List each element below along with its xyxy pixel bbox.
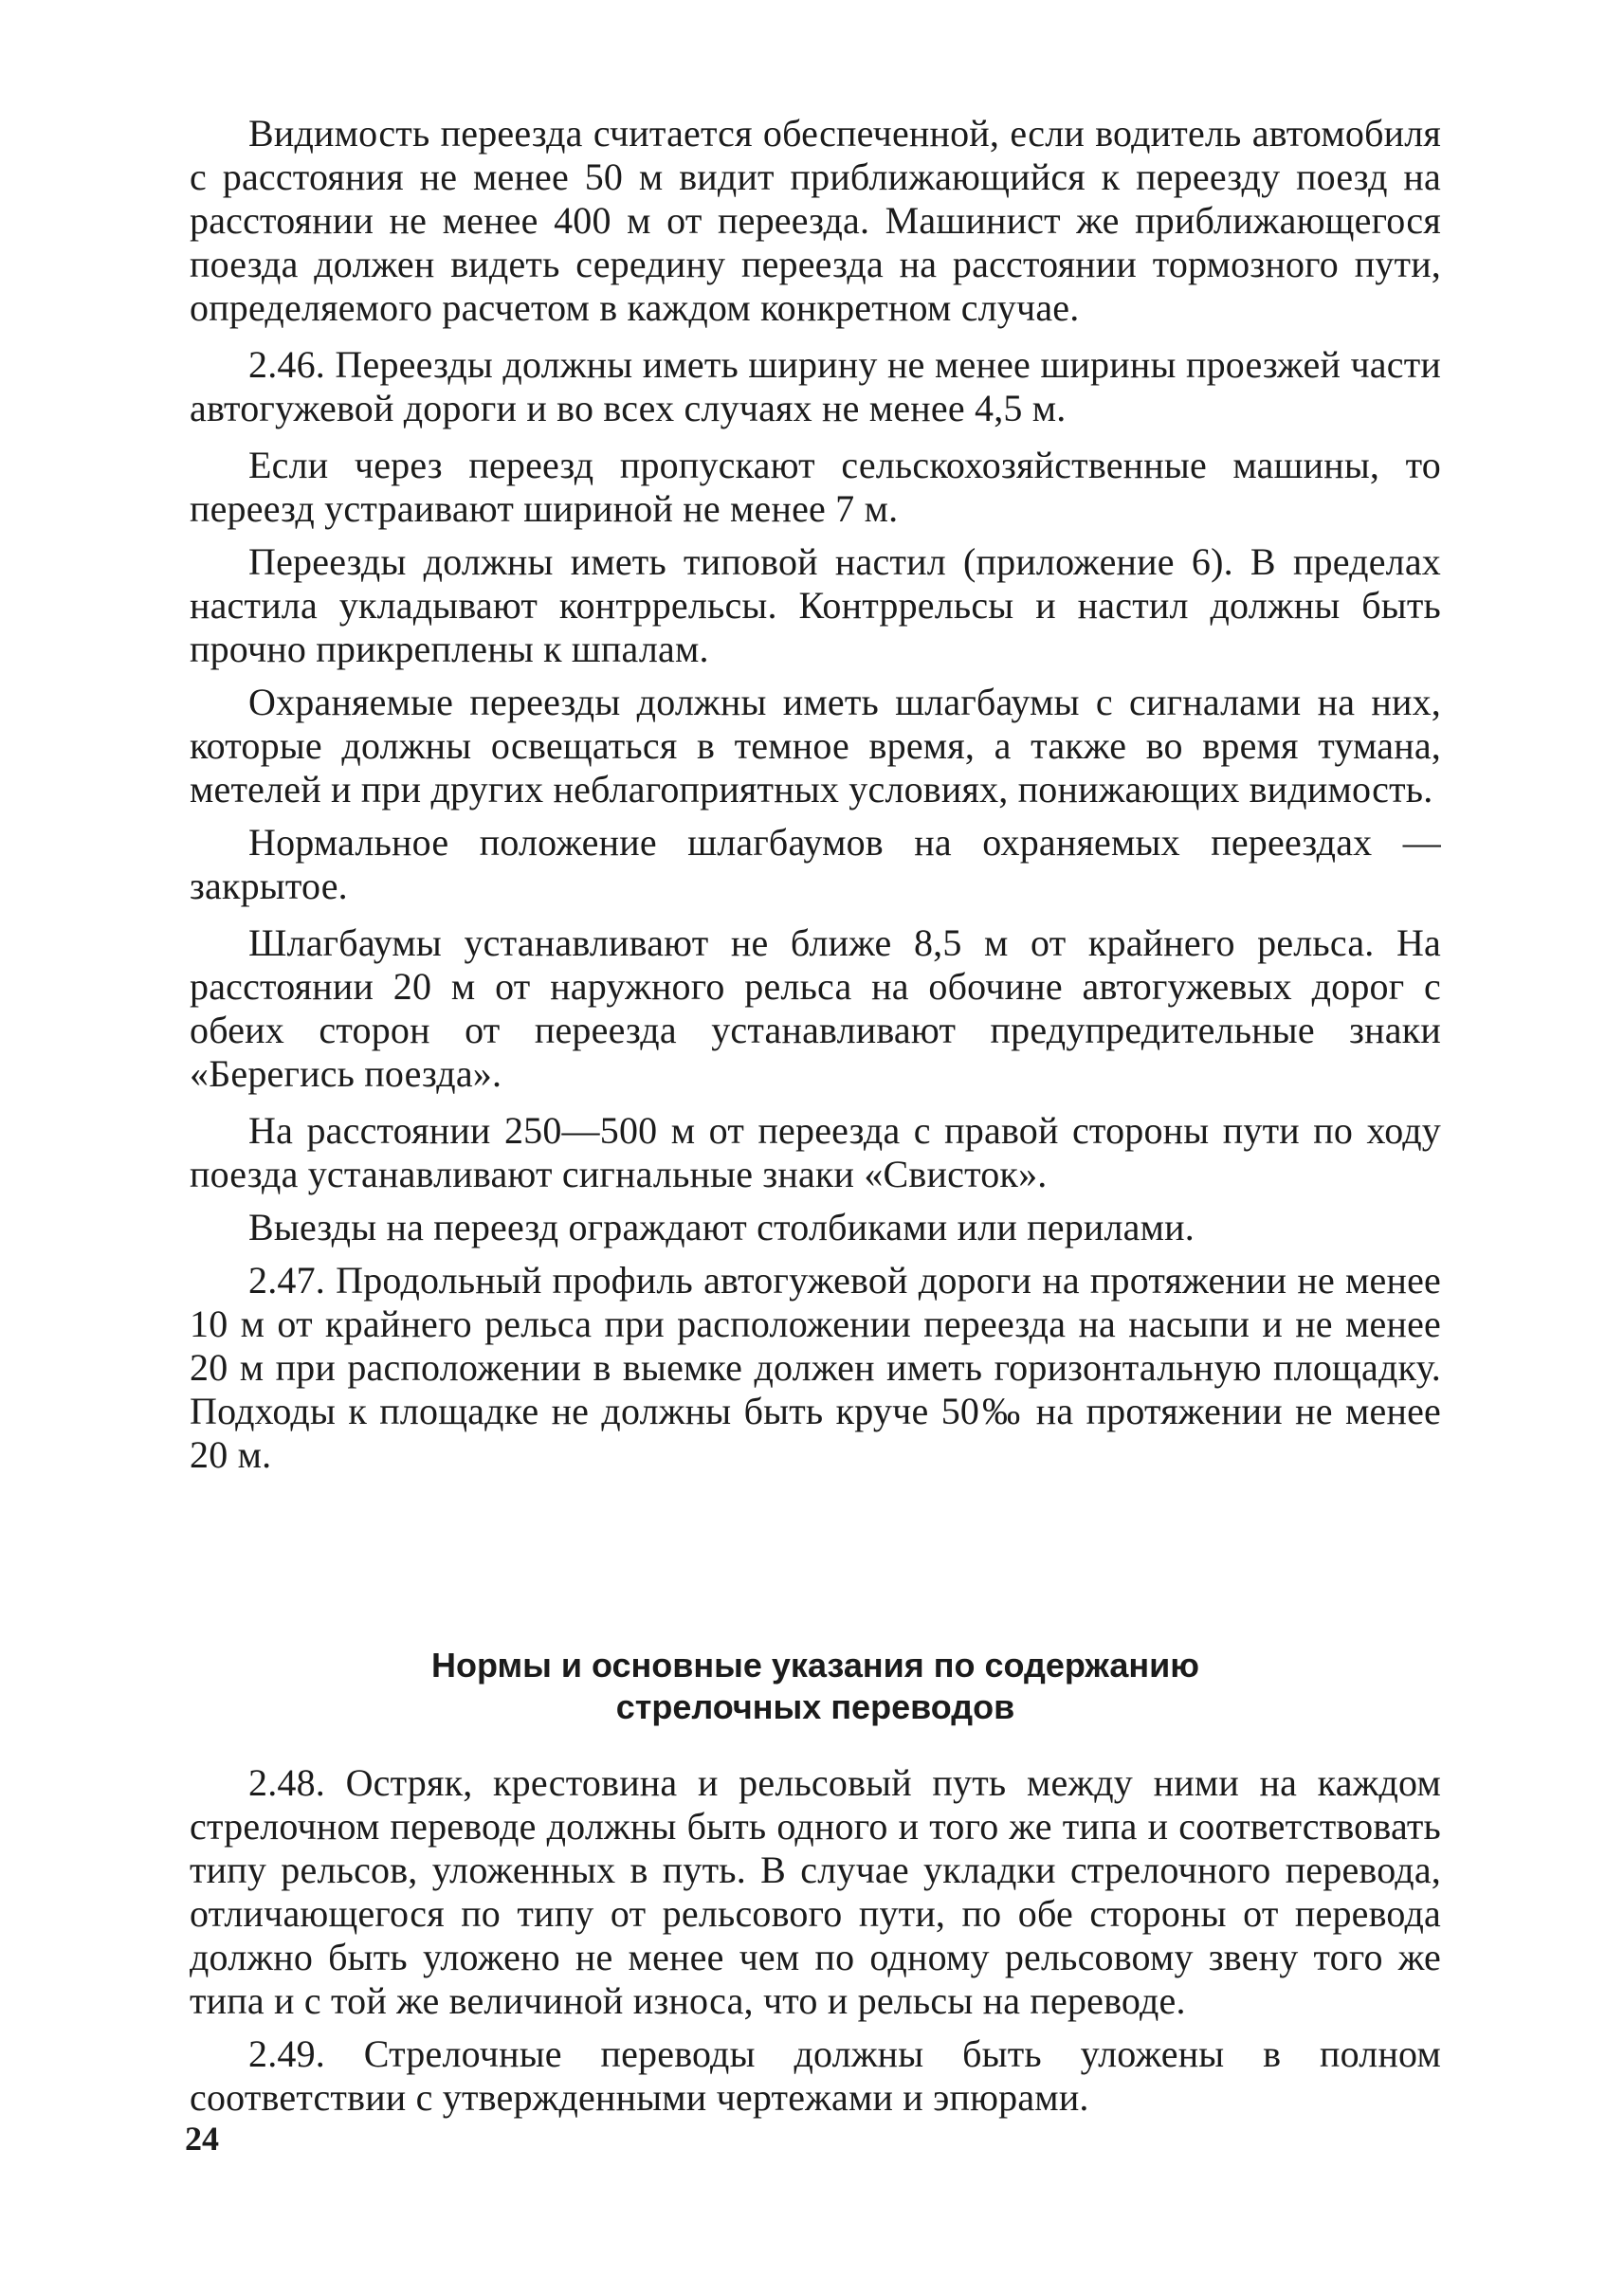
paragraph-2-47: 2.47. Продольный профиль автогужевой дороги на протяжении не менее 10 м от крайнего рельса при расположении переезда на насыпи и не менее 20 м при расположении в выемке должен иметь горизонтальную площадку. Подходы к площадке не должны быть круче 50‰ на протяжении не менее 20 м. bbox=[190, 1259, 1441, 1476]
paragraph-agricultural-machines: Если через переезд пропускают сельскохозяйственные машины, то переезд устраивают шириной не менее 7 м. bbox=[190, 444, 1441, 530]
paragraph-2-48: 2.48. Остряк, крестовина и рельсовый путь между ними на каждом стрелочном переводе должны быть одного и того же типа и соответствовать типу рельсов, уложенных в путь. В случае укладки стрелочного перевода, отличающегося по типу от рельсового пути, по обе стороны от перевода должно быть уложено не менее чем по одному рельсовому звену того же типа и с той же величиной износа, что и рельсы на переводе. bbox=[190, 1761, 1441, 2022]
paragraph-barrier-position: Нормальное положение шлагбаумов на охраняемых переездах — закрытое. bbox=[190, 821, 1441, 907]
paragraph-2-49: 2.49. Стрелочные переводы должны быть уложены в полном соответствии с утвержденными чертежами и эпюрами. bbox=[190, 2032, 1441, 2119]
paragraph-crossing-deck: Переезды должны иметь типовой настил (приложение 6). В пределах настила укладывают контррельсы. Контррельсы и настил должны быть прочно прикреплены к шпалам. bbox=[190, 540, 1441, 670]
paragraph-whistle-signs: На расстоянии 250—500 м от переезда с правой стороны пути по ходу поезда устанавливают сигнальные знаки «Свисток». bbox=[190, 1109, 1441, 1195]
paragraph-visibility: Видимость переезда считается обеспеченной, если водитель автомобиля с расстояния не менее 50 м видит приближающийся к переезду поезд на расстоянии не менее 400 м от переезда. Машинист же приближающегося поезда должен видеть середину переезда на расстоянии тормозного пути, определяемого расчетом в каждом конкретном случае. bbox=[190, 112, 1441, 329]
section-heading-line-2: стрелочных переводов bbox=[615, 1687, 1015, 1726]
paragraph-guarded-crossings: Охраняемые переезды должны иметь шлагбаумы с сигналами на них, которые должны освещаться в темное время, а также во время тумана, метелей и при других неблагоприятных условиях, понижающих видимость. bbox=[190, 681, 1441, 811]
paragraph-barrier-placement: Шлагбаумы устанавливают не ближе 8,5 м от крайнего рельса. На расстоянии 20 м от наружного рельса на обочине автогужевых дорог с обеих сторон от переезда устанавливают предупредительные знаки «Берегись поезда». bbox=[190, 921, 1441, 1095]
page-number: 24 bbox=[185, 2120, 219, 2158]
body-text-top bbox=[190, 112, 1441, 1477]
body-text-bottom bbox=[190, 1761, 1441, 2120]
section-heading-line-1: Нормы и основные указания по содержанию bbox=[430, 1646, 1200, 1685]
paragraph-exits: Выезды на переезд ограждают столбиками или перилами. bbox=[248, 1206, 1195, 1248]
paragraph-2-46: 2.46. Переезды должны иметь ширину не менее ширины проезжей части автогужевой дороги и во всех случаях не менее 4,5 м. bbox=[190, 343, 1441, 429]
section-heading bbox=[190, 1645, 1441, 1728]
